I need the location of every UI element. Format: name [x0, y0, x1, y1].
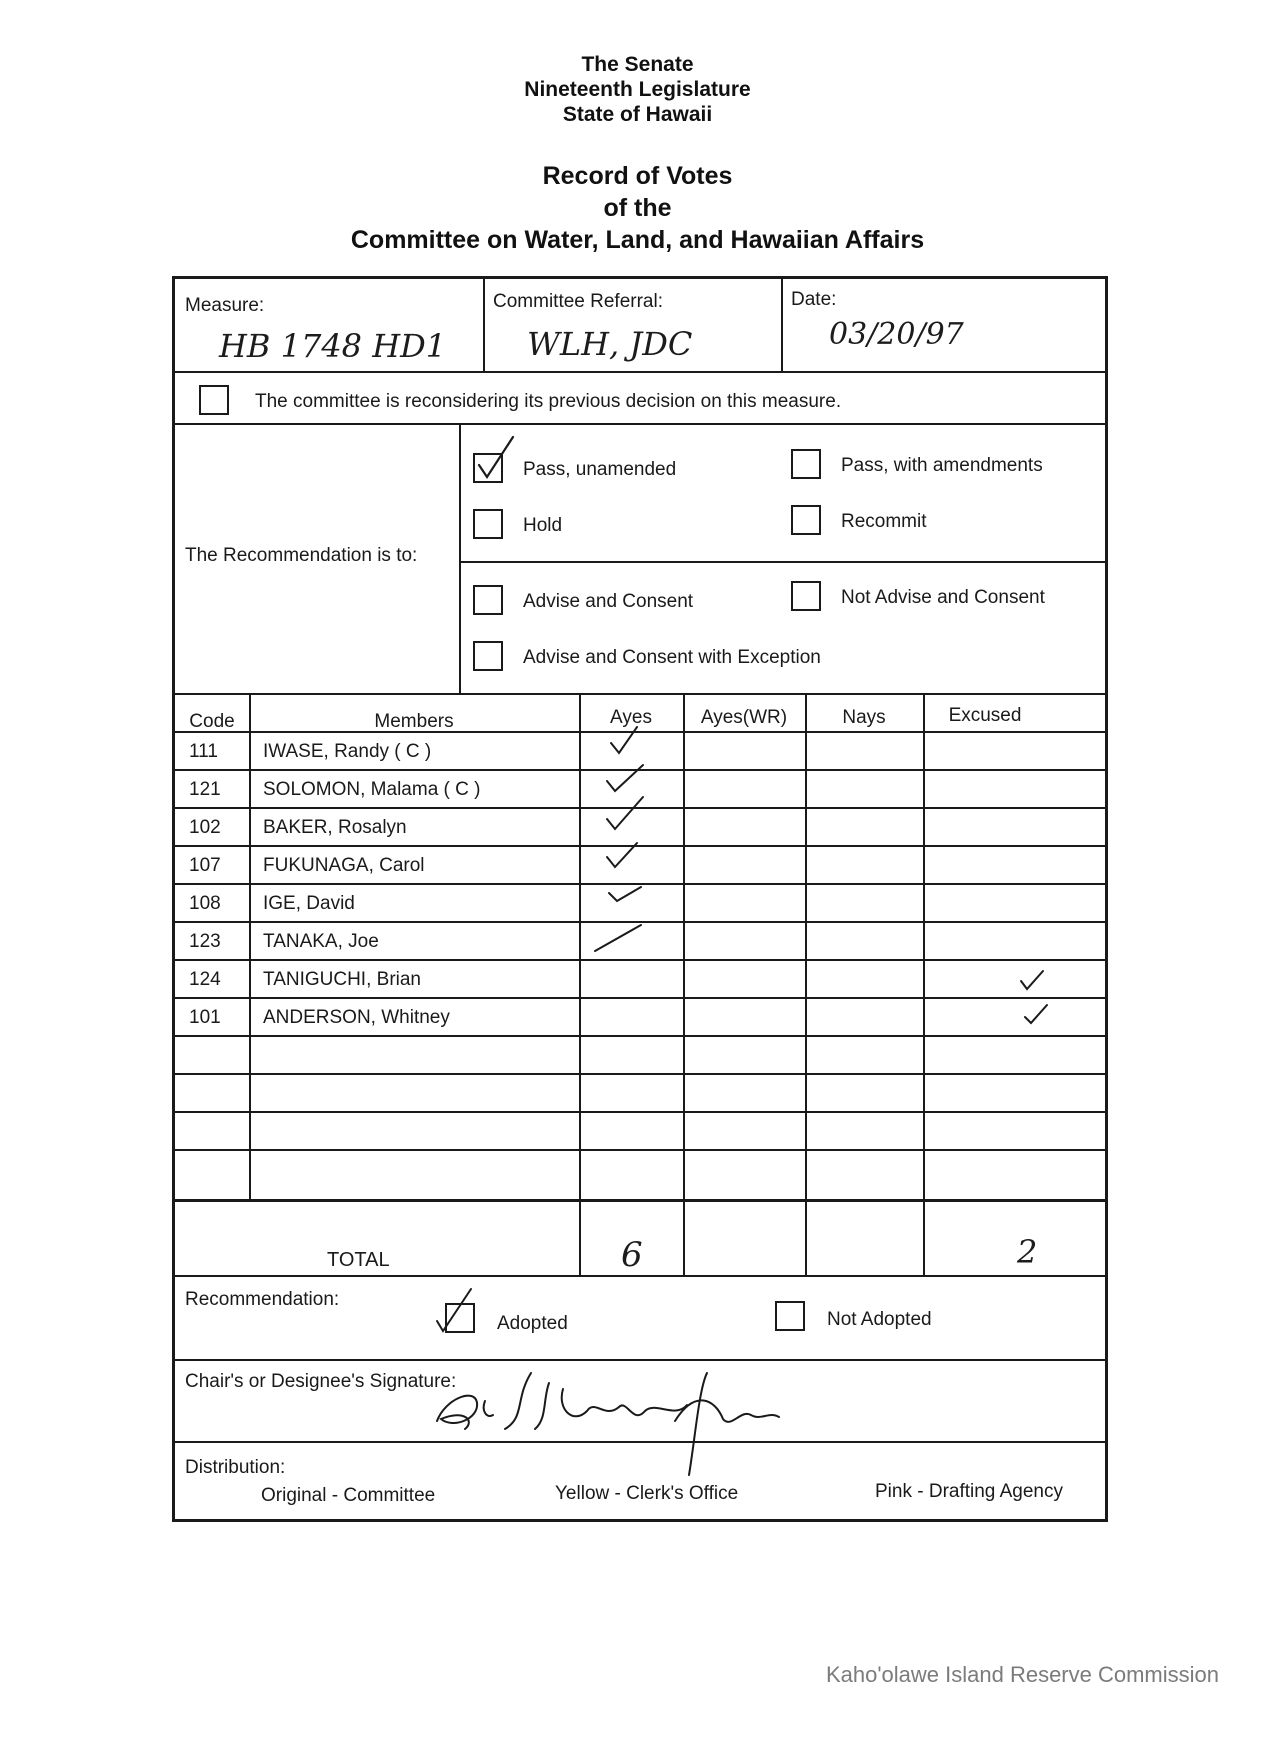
not-advise-consent-label: Not Advise and Consent	[841, 587, 1045, 608]
document-header	[0, 52, 1275, 127]
row-7-member: TANIGUCHI, Brian	[263, 969, 422, 990]
advise-consent-label: Advise and Consent	[523, 591, 694, 612]
row-4-code: 107	[189, 855, 221, 876]
document-title	[0, 160, 1275, 256]
row-6-code: 123	[189, 931, 221, 952]
row-3-code: 102	[189, 817, 221, 838]
recommit-label: Recommit	[841, 511, 927, 532]
title-line-1: Record of Votes	[542, 162, 733, 190]
row-1-code: 111	[189, 741, 218, 762]
advise-consent-exception-label: Advise and Consent with Exception	[523, 647, 821, 668]
row-6-member: TANAKA, Joe	[263, 931, 379, 952]
referral-label: Committee Referral:	[493, 291, 663, 312]
header-line-legislature: Nineteenth Legislature	[524, 78, 751, 101]
signature-label: Chair's or Designee's Signature:	[185, 1371, 457, 1392]
watermark-footer: Kaho'olawe Island Reserve Commission	[825, 1662, 1219, 1687]
recommendation-label: The Recommendation is to:	[185, 545, 418, 566]
distribution-original: Original - Committee	[261, 1485, 436, 1506]
reconsider-label: The committee is reconsidering its previous decision on this measure.	[255, 391, 842, 412]
adopted-label: Adopted	[497, 1313, 568, 1334]
row-8-code: 101	[189, 1007, 221, 1028]
distribution-yellow: Yellow - Clerk's Office	[555, 1483, 739, 1504]
date-value: 03/20/97	[829, 317, 964, 352]
row-3-member: BAKER, Rosalyn	[263, 817, 407, 838]
hold-label: Hold	[523, 515, 563, 536]
col-header-ayes-wr: Ayes(WR)	[700, 707, 788, 728]
row-1-member: IWASE, Randy ( C )	[263, 741, 432, 762]
col-header-code: Code	[189, 711, 235, 732]
row-5-code: 108	[189, 893, 221, 914]
measure-label: Measure:	[185, 295, 265, 316]
row-4-member: FUKUNAGA, Carol	[263, 855, 425, 876]
title-line-2: of the	[603, 194, 672, 222]
col-header-nays: Nays	[842, 707, 886, 728]
row-2-code: 121	[189, 779, 221, 800]
col-header-excused: Excused	[948, 705, 1022, 726]
row-2-member: SOLOMON, Malama ( C )	[263, 779, 481, 800]
total-excused: 2	[1017, 1233, 1038, 1271]
pass-unamended-label: Pass, unamended	[523, 459, 677, 480]
total-ayes: 6	[621, 1235, 643, 1275]
date-label: Date:	[791, 289, 837, 310]
row-7-code: 124	[189, 969, 221, 990]
header-line-state: State of Hawaii	[562, 103, 713, 126]
title-line-3: Committee on Water, Land, and Hawaiian Affairs	[350, 226, 925, 254]
vote-form	[172, 276, 1108, 1522]
chair-signature	[175, 279, 1105, 1525]
measure-value: HB 1748 HD1	[219, 327, 447, 365]
col-header-members: Members	[374, 711, 454, 732]
row-8-member: ANDERSON, Whitney	[263, 1007, 450, 1028]
header-line-senate: The Senate	[581, 53, 694, 76]
total-label: TOTAL	[327, 1249, 390, 1271]
referral-value: WLH, JDC	[527, 325, 693, 363]
not-adopted-label: Not Adopted	[827, 1309, 932, 1330]
distribution-label: Distribution:	[185, 1457, 286, 1478]
col-header-ayes: Ayes	[610, 707, 652, 728]
pass-with-amendments-label: Pass, with amendments	[841, 455, 1043, 476]
final-recommendation-label: Recommendation:	[185, 1289, 340, 1310]
row-5-member: IGE, David	[263, 893, 355, 914]
distribution-pink: Pink - Drafting Agency	[875, 1481, 1063, 1502]
